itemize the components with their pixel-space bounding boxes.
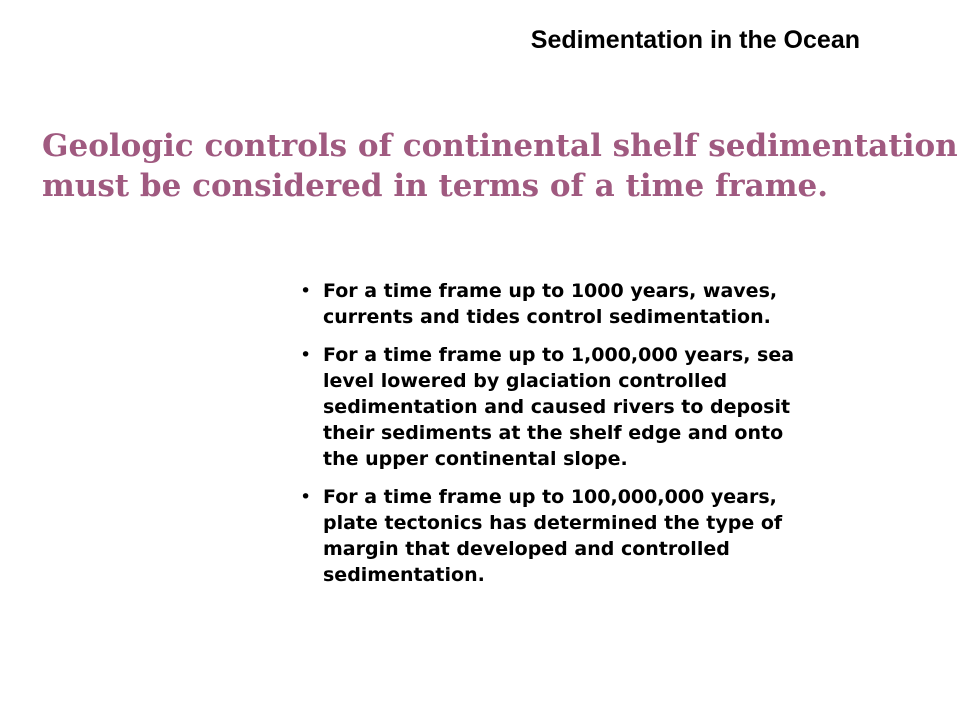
headline <box>42 126 958 206</box>
bullet-line: the upper continental slope. <box>323 448 628 470</box>
headline-line: Geologic controls of continental shelf sedimentation <box>42 128 958 164</box>
bullet-line: margin that developed and controlled <box>323 538 730 560</box>
bullet-line: sedimentation. <box>323 564 485 586</box>
bullet-line: sedimentation and caused rivers to deposit <box>323 396 791 418</box>
bullet-line: level lowered by glaciation controlled <box>323 370 728 392</box>
bullet-marker: • <box>300 344 312 366</box>
bullet-line: currents and tides control sedimentation. <box>323 306 771 328</box>
headline-line: must be considered in terms of a time frame. <box>42 168 829 204</box>
bullet-item <box>298 342 928 472</box>
bullet-line: For a time frame up to 100,000,000 years, <box>323 486 777 508</box>
slide-header-title: Sedimentation in the Ocean <box>530 26 860 54</box>
bullet-line: For a time frame up to 1000 years, waves, <box>323 280 778 302</box>
bullet-item <box>298 278 928 330</box>
bullet-line: plate tectonics has determined the type of <box>323 512 783 534</box>
bullet-marker: • <box>300 280 312 302</box>
bullet-line: their sediments at the shelf edge and onto <box>323 422 784 444</box>
bullet-marker: • <box>300 486 312 508</box>
bullet-list <box>298 278 928 600</box>
bullet-item <box>298 484 928 588</box>
bullet-line: For a time frame up to 1,000,000 years, sea <box>323 344 795 366</box>
